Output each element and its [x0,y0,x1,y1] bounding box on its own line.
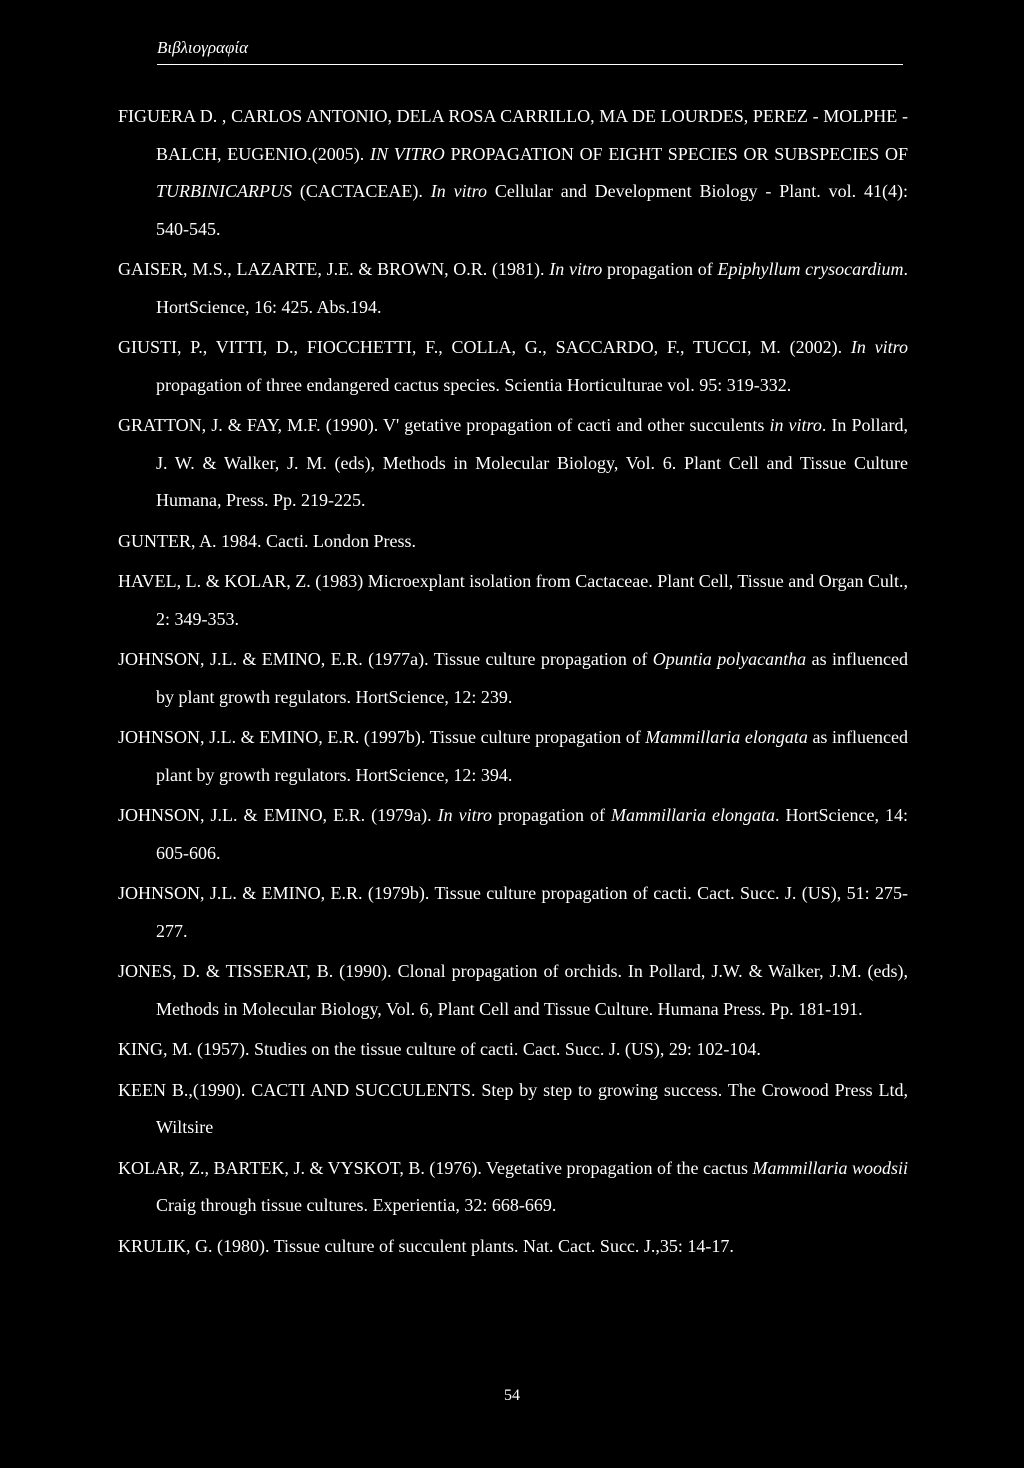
reference-text: KOLAR, Z., BARTEK, J. & VYSKOT, B. (1976). Vegetative propagation of the cactus [118,1157,753,1178]
reference-text: KRULIK, G. (1980). Tissue culture of succulent plants. Nat. Cact. Succ. J.,35: 14-17. [118,1235,734,1256]
reference-list [118,98,908,1268]
reference-text: KEEN B.,(1990). CACTI AND SUCCULENTS. Step by step to growing success. The Crowood Press Ltd, Wiltsire [118,1079,908,1137]
reference-italic-text: in vitro [769,415,822,435]
reference-entry [118,563,908,638]
reference-entry [118,641,908,716]
reference-text: PROPAGATION OF EIGHT SPECIES OR SUBSPECIES OF [444,143,909,164]
reference-entry [118,1150,908,1225]
reference-text: . In Pollard, J. W. & Walker, J. M. (eds), Methods in Molecular Biology, Vol. 6. Plant Cell and Tissue Culture Humana, Press. Pp. 219-225. [156,415,908,510]
reference-text: JOHNSON, J.L. & EMINO, E.R. (1979b). Tissue culture propagation of cacti. Cact. Succ. J. (US), 51: 275-277. [118,883,908,941]
header-title: Βιβλιογραφία [157,38,248,57]
reference-text: KING, M. (1957). Studies on the tissue culture of cacti. Cact. Succ. J. (US), 29: 102-104. [118,1039,761,1059]
reference-entry [118,875,908,950]
reference-entry [118,98,908,248]
reference-entry [118,1228,908,1266]
running-header [157,38,903,68]
reference-entry [118,329,908,404]
reference-text: propagation of [491,805,611,825]
reference-text: as influenced by plant growth regulators. HortScience, 12: 239. [156,649,909,707]
reference-text: Craig through tissue cultures. Experientia, 32: 668-669. [156,1195,557,1215]
reference-entry [118,1031,908,1069]
reference-italic-text: Mammillaria elongata [645,727,808,747]
reference-text: GRATTON, J. & FAY, M.F. (1990). V' getative propagation of cacti and other succulents [118,415,770,435]
reference-text: HAVEL, L. & KOLAR, Z. (1983) Microexplant isolation from Cactaceae. Plant Cell, Tissue and Organ Cult., 2: 349-353. [118,571,908,629]
reference-italic-text: Mammillaria elongata [610,805,775,825]
reference-entry [118,1072,908,1147]
reference-italic-text: In vitro [850,337,908,357]
reference-italic-text: Opuntia polyacantha [652,649,807,669]
reference-text: (CACTACEAE). [291,181,431,201]
reference-text: propagation of three endangered cactus species. Scientia Horticulturae vol. 95: 319-332. [156,374,792,395]
reference-text: propagation of [602,259,718,279]
reference-entry [118,953,908,1028]
reference-italic-text: TURBINICARPUS [156,181,292,201]
reference-entry [118,719,908,794]
reference-italic-text: IN VITRO [369,143,445,164]
reference-text: . HortScience, 14: 605-606. [156,805,909,863]
reference-entry [118,251,908,326]
reference-italic-text: In vitro [437,805,492,825]
header-rule [157,64,903,65]
reference-text: GIUSTI, P., VITTI, D., FIOCCHETTI, F., COLLA, G., SACCARDO, F., TUCCI, M. (2002). [118,337,851,357]
reference-italic-text: In vitro [549,259,603,279]
reference-italic-text: Mammillaria woodsii [752,1157,909,1178]
reference-entry [118,407,908,520]
reference-text: JONES, D. & TISSERAT, B. (1990). Clonal propagation of orchids. In Pollard, J.W. & Walker, J.M. (eds), Methods in Molecular Biology, Vol. 6, Plant Cell and Tissue Culture. Humana Press. Pp. 181-191. [118,961,908,1019]
reference-italic-text: In vitro [430,181,488,201]
reference-entry [118,797,908,872]
reference-text: GUNTER, A. 1984. Cacti. London Press. [118,530,416,551]
reference-text: JOHNSON, J.L. & EMINO, E.R. (1997b). Tissue culture propagation of [118,727,646,747]
reference-text: as influenced plant by growth regulators. HortScience, 12: 394. [156,727,908,785]
reference-text: . HortScience, 16: 425. Abs.194. [156,259,908,317]
reference-text: JOHNSON, J.L. & EMINO, E.R. (1979a). [118,805,438,825]
reference-italic-text: Epiphyllum crysocardium [717,259,904,279]
reference-text: Cellular and Development Biology - Plant. vol. 41(4): 540-545. [156,181,909,239]
reference-entry [118,523,908,561]
reference-text: JOHNSON, J.L. & EMINO, E.R. (1977a). Tissue culture propagation of [118,649,653,669]
page-number: 54 [504,1387,520,1404]
reference-text: GAISER, M.S., LAZARTE, J.E. & BROWN, O.R. (1981). [118,259,550,279]
reference-text: FIGUERA D. , CARLOS ANTONIO, DELA ROSA CARRILLO, MA DE LOURDES, PEREZ - MOLPHE - BALCH, EUGENIO.(2005). [118,106,908,164]
